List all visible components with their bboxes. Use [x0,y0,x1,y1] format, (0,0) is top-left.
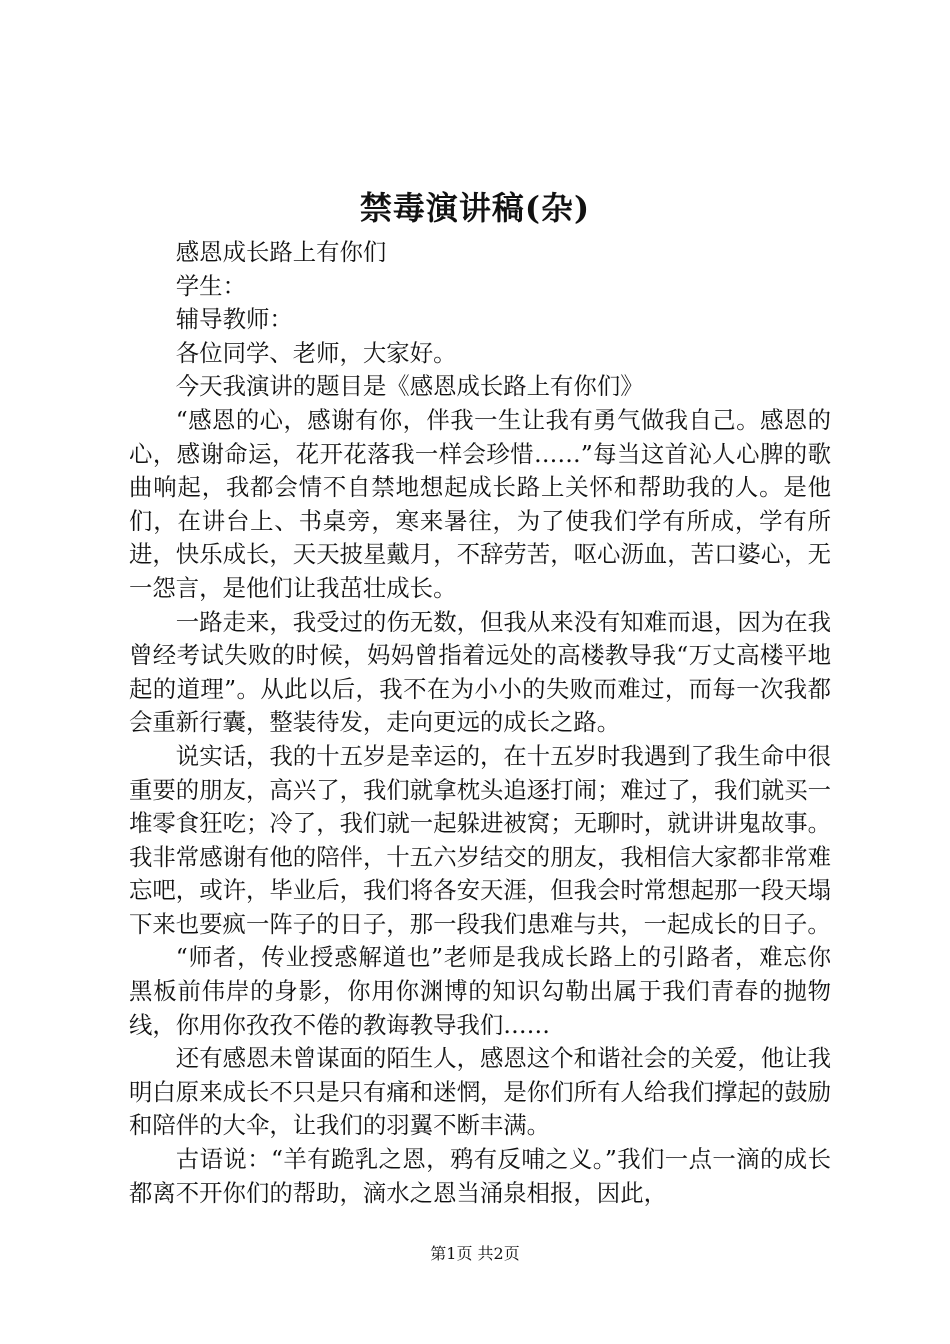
document-title: 禁毒演讲稿(杂) [359,189,591,227]
paragraph: 说实话，我的十五岁是幸运的，在十五岁时我遇到了我生命中很重要的朋友，高兴了，我们就拿枕头追逐打闹；难过了，我们就买一堆零食狂吃；冷了，我们就一起躲进被窝；无聊时，就讲讲鬼故事。我非常感谢有他的陪伴，十五六岁结交的朋友，我相信大家都非常难忘吧，或许，毕业后，我们将各安天涯，但我会时常想起那一段天塌下来也要疯一阵子的日子，那一段我们患难与共，一起成长的日子。 [129,741,831,938]
document-body [129,236,831,1210]
paragraph-subtitle: 感恩成长路上有你们 [175,238,387,266]
paragraph: 古语说：“羊有跪乳之恩，鸦有反哺之义。”我们一点一滴的成长都离不开你们的帮助，滴水之恩当涌泉相报，因此， [129,1145,831,1207]
paragraph-topic: 今天我演讲的题目是《感恩成长路上有你们》 [175,372,644,401]
paragraph: 还有感恩未曾谋面的陌生人，感恩这个和谐社会的关爱，他让我明白原来成长不只是只有痛和迷惘，是你们所有人给我们撑起的鼓励和陪伴的大伞，让我们的羽翼不断丰满。 [129,1044,831,1140]
page-footer: 第1页 共2页 [430,1244,520,1263]
paragraph-greeting: 各位同学、老师，大家好。 [175,338,457,367]
paragraph: “感恩的心，感谢有你，伴我一生让我有勇气做我自己。感恩的心，感谢命运，花开花落我一样会珍惜……”每当这首沁人心脾的歌曲响起，我都会情不自禁地想起成长路上关怀和帮助我的人。是他们，在讲台上、书桌旁，寒来暑往，为了使我们学有所成，学有所进，快乐成长，天天披星戴月，不辞劳苦，呕心沥血，苦口婆心，无一怨言，是他们让我茁壮成长。 [129,405,831,602]
paragraph: “师者，传业授惑解道也”老师是我成长路上的引路者，难忘你黑板前伟岸的身影，你用你渊博的知识勾勒出属于我们青春的抛物线，你用你孜孜不倦的教诲教导我们…… [129,943,831,1039]
paragraph-student: 学生： [175,271,246,300]
paragraph-teacher: 辅导教师： [175,305,293,334]
paragraph: 一路走来，我受过的伤无数，但我从来没有知难而退，因为在我曾经考试失败的时候，妈妈曾指着远处的高楼教导我“万丈高楼平地起的道理”。从此以后，我不在为小小的失败而难过，而每一次我都会重新行囊，整装待发，走向更远的成长之路。 [129,607,831,737]
